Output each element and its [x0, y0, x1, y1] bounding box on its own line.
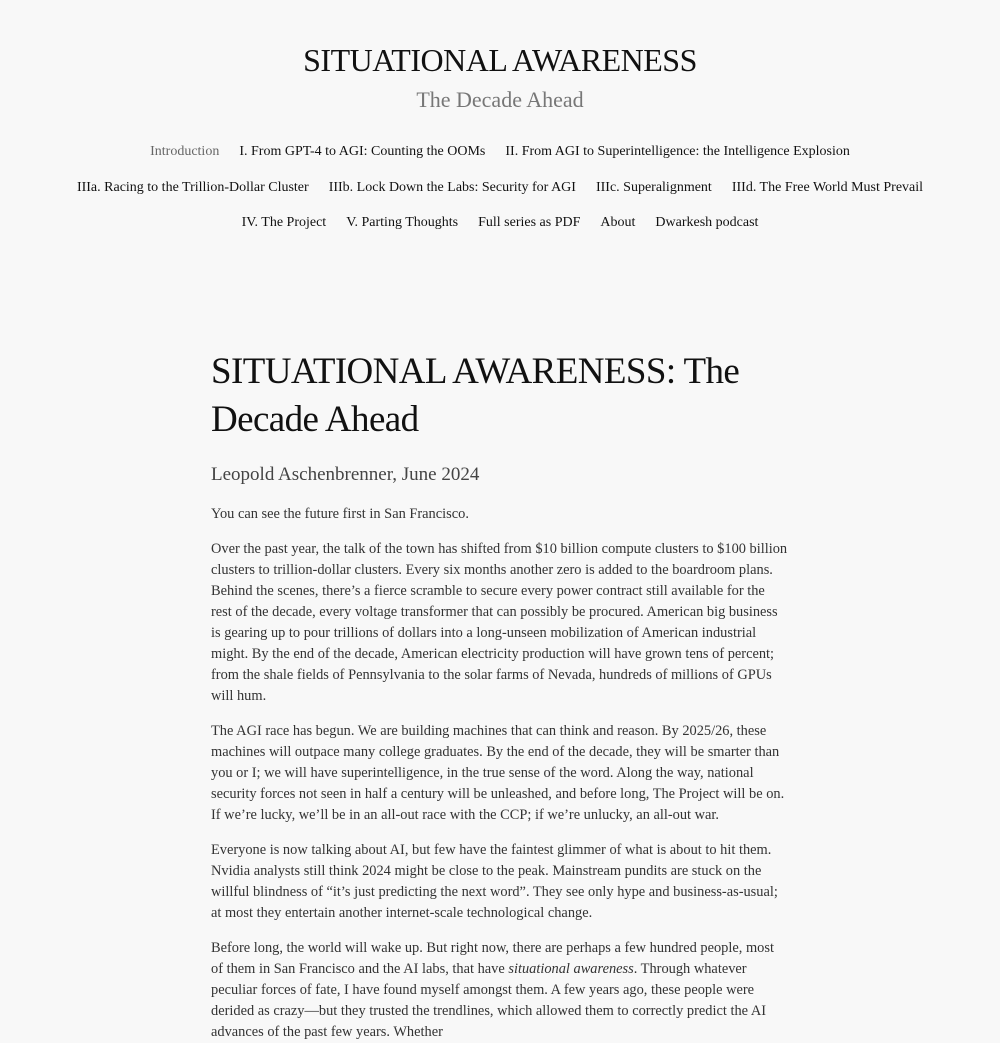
article-paragraph: You can see the future first in San Francisco.: [211, 506, 469, 522]
site-tagline: The Decade Ahead: [416, 87, 584, 112]
article-paragraph: [211, 938, 789, 1043]
paragraph-text: . Through whatever peculiar forces of fate, I have found myself amongst them. A few years ago, these people were derided as crazy—but they trusted the trendlines, which allowed them to correctly predict the AI advances of the past few years. Whether: [211, 961, 767, 1040]
emphasis-situational-awareness: situational awareness: [508, 961, 634, 977]
article-paragraph: The AGI race has begun. We are building machines that can think and reason. By 2025/26, these machines will outpace many college graduates. By the end of the decade, they will be smarter than you or I; we will have superintelligence, in the true sense of the word. Along the way, national security forces not seen in half a century will be unleashed, and before long, The Project will be on. If we’re lucky, we’ll be in an all-out race with the CCP; if we’re unlucky, an all-out war.: [211, 723, 785, 823]
nav-row-3: [0, 213, 1000, 233]
nav-chapter-4[interactable]: IV. The Project: [241, 215, 327, 230]
article: [211, 348, 789, 1043]
nav-chapter-5[interactable]: V. Parting Thoughts: [346, 215, 459, 230]
paragraph-text: Before long, the world will wake up. But right now, there are perhaps a few hundred people, most of them in San Francisco and the AI labs, that have: [211, 940, 774, 977]
article-title: SITUATIONAL AWARENESS: The Decade Ahead: [211, 351, 740, 440]
nav-chapter-1[interactable]: I. From GPT-4 to AGI: Counting the OOMs: [239, 144, 486, 159]
nav-full-pdf[interactable]: Full series as PDF: [478, 215, 581, 230]
nav-about[interactable]: About: [600, 215, 636, 230]
article-paragraph: Everyone is now talking about AI, but few have the faintest glimmer of what is about to hit them. Nvidia analysts still think 2024 might be close to the peak. Mainstream pundits are stuck on the willful blindness of “it’s just predicting the next word”. They see only hype and business-as-usual; at most they entertain another internet-scale technological change.: [211, 842, 778, 921]
nav-dwarkesh-podcast[interactable]: Dwarkesh podcast: [655, 215, 759, 230]
article-byline: Leopold Aschenbrenner, June 2024: [211, 464, 480, 485]
nav-chapter-3a[interactable]: IIIa. Racing to the Trillion-Dollar Cluster: [76, 180, 309, 195]
nav-chapter-3d[interactable]: IIId. The Free World Must Prevail: [731, 180, 924, 195]
nav-chapter-3c[interactable]: IIIc. Superalignment: [595, 180, 712, 195]
site-title[interactable]: SITUATIONAL AWARENESS: [303, 42, 697, 78]
nav-row-2: [0, 178, 1000, 198]
nav-chapter-2[interactable]: II. From AGI to Superintelligence: the Intelligence Explosion: [505, 144, 850, 159]
article-paragraph: Over the past year, the talk of the town has shifted from $10 billion compute clusters to $100 billion clusters to trillion-dollar clusters. Every six months another zero is added to the boardroom plans. Behind the scenes, there’s a fierce scramble to secure every power contract still available for the rest of the decade, every voltage transformer that can possibly be procured. American big business is gearing up to pour trillions of dollars into a long-unseen mobilization of American industrial might. By the end of the decade, American electricity production will have grown tens of percent; from the shale fields of Pennsylvania to the solar farms of Nevada, hundreds of millions of GPUs will hum.: [211, 541, 788, 704]
nav-introduction[interactable]: Introduction: [150, 144, 220, 159]
nav-chapter-3b[interactable]: IIIb. Lock Down the Labs: Security for AGI: [328, 180, 576, 195]
nav-row-1: [0, 142, 1000, 162]
